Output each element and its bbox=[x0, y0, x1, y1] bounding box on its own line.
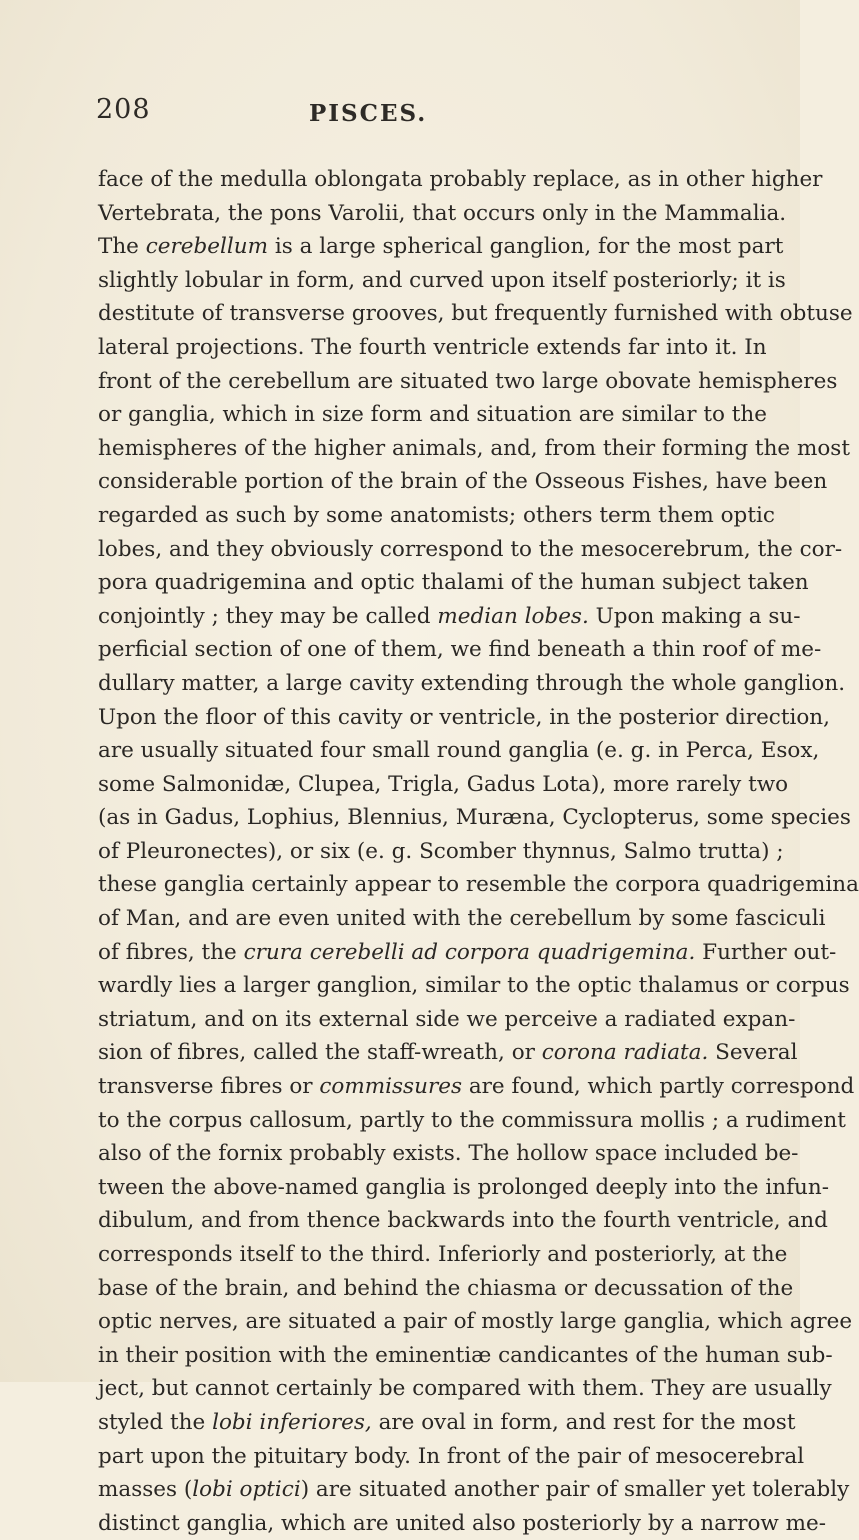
text-line bbox=[98, 1507, 827, 1540]
italic-term: commissures bbox=[319, 1074, 462, 1100]
text-run: are found, which partly correspond bbox=[461, 1074, 855, 1100]
text-line bbox=[98, 1372, 832, 1406]
text-run: distinct ganglia, which are united also posteriorly by a narrow me- bbox=[98, 1510, 827, 1536]
text-line bbox=[98, 1036, 798, 1070]
text-run: styled the bbox=[98, 1409, 213, 1435]
text-line bbox=[98, 432, 850, 466]
text-line bbox=[98, 701, 830, 735]
text-line bbox=[98, 1238, 788, 1272]
text-line bbox=[98, 533, 843, 567]
text-line bbox=[98, 936, 837, 970]
text-run: or ganglia, which in size form and situation are similar to the bbox=[98, 402, 767, 428]
text-line bbox=[98, 667, 846, 701]
text-run: Upon the floor of this cavity or ventricle, in the posterior direction, bbox=[98, 704, 830, 730]
text-line bbox=[98, 768, 789, 802]
text-run: tween the above-named ganglia is prolonged deeply into the infun- bbox=[98, 1174, 829, 1200]
italic-term: median lobes. bbox=[437, 603, 589, 629]
text-line bbox=[98, 1104, 846, 1138]
text-run: conjointly ; they may be called bbox=[98, 603, 438, 629]
text-line bbox=[98, 197, 787, 231]
page-number: 208 bbox=[96, 94, 151, 125]
italic-term: corona radiata. bbox=[541, 1040, 709, 1066]
text-line bbox=[98, 734, 820, 768]
text-run: of Pleuronectes), or six (e. g. Scomber thynnus, Salmo trutta) ; bbox=[98, 838, 784, 864]
text-run: also of the fornix probably exists. The hollow space included be- bbox=[98, 1141, 799, 1167]
text-line bbox=[98, 1204, 828, 1238]
text-run: wardly lies a larger ganglion, similar to the optic thalamus or corpus bbox=[98, 973, 850, 999]
text-run: to the corpus callosum, partly to the commissura mollis ; a rudiment bbox=[98, 1107, 846, 1133]
text-run: perficial section of one of them, we find beneath a thin roof of me- bbox=[98, 637, 822, 663]
text-line bbox=[98, 465, 828, 499]
italic-term: lobi inferiores, bbox=[212, 1409, 372, 1435]
text-line bbox=[98, 499, 775, 533]
text-run: of fibres, the bbox=[98, 939, 244, 965]
running-head: PISCES. bbox=[309, 100, 428, 127]
text-line bbox=[98, 600, 801, 634]
text-run: transverse fibres or bbox=[98, 1074, 320, 1100]
text-line bbox=[98, 365, 838, 399]
text-run: destitute of transverse grooves, but frequently furnished with obtuse bbox=[98, 301, 853, 327]
text-run: The bbox=[98, 234, 146, 260]
text-run: (as in Gadus, Lophius, Blennius, Muræna, Cyclopterus, some species bbox=[98, 805, 851, 831]
text-line bbox=[98, 1272, 794, 1306]
text-run: regarded as such by some anatomists; others term them optic bbox=[98, 502, 775, 528]
text-line bbox=[98, 1305, 853, 1339]
italic-term: lobi optici bbox=[192, 1477, 301, 1503]
text-run: front of the cerebellum are situated two large obovate hemispheres bbox=[98, 368, 838, 394]
text-run: some Salmonidæ, Clupea, Trigla, Gadus Lota), more rarely two bbox=[98, 771, 789, 797]
text-run: face of the medulla oblongata probably replace, as in other higher bbox=[98, 167, 823, 192]
text-line bbox=[98, 1171, 829, 1205]
text-run: pora quadrigemina and optic thalami of the human subject taken bbox=[98, 570, 809, 596]
italic-term: crura cerebelli ad corpora quadrigemina. bbox=[243, 939, 696, 965]
text-run: part upon the pituitary body. In front of the pair of mesocerebral bbox=[98, 1443, 805, 1469]
text-line bbox=[98, 835, 784, 869]
text-run: these ganglia certainly appear to resemble the corpora quadrigemina bbox=[98, 872, 859, 898]
text-run: masses ( bbox=[98, 1477, 193, 1503]
text-line bbox=[98, 801, 851, 835]
text-line bbox=[98, 1070, 855, 1104]
text-run: dibulum, and from thence backwards into the fourth ventricle, and bbox=[98, 1208, 828, 1234]
body-text bbox=[98, 163, 859, 1540]
text-line bbox=[98, 868, 859, 902]
text-run: hemispheres of the higher animals, and, from their forming the most bbox=[98, 435, 850, 461]
text-run: is a large spherical ganglion, for the most part bbox=[268, 234, 784, 260]
text-run: lateral projections. The fourth ventricle extends far into it. In bbox=[98, 334, 767, 360]
text-line bbox=[98, 633, 822, 667]
text-run: lobes, and they obviously correspond to the mesocerebrum, the cor- bbox=[98, 536, 843, 562]
text-line bbox=[98, 1137, 799, 1171]
text-run: sion of fibres, called the staff-wreath, or bbox=[98, 1040, 542, 1066]
text-run: striatum, and on its external side we perceive a radiated expan- bbox=[98, 1006, 796, 1032]
text-line bbox=[98, 297, 853, 331]
text-run: in their position with the eminentiæ candicantes of the human sub- bbox=[98, 1342, 833, 1368]
text-run: of Man, and are even united with the cerebellum by some fasciculi bbox=[98, 906, 826, 932]
text-run: ) are situated another pair of smaller yet tolerably bbox=[300, 1477, 850, 1503]
text-line bbox=[98, 969, 850, 1003]
text-line bbox=[98, 1473, 850, 1507]
text-run: Further out- bbox=[695, 939, 837, 965]
text-line bbox=[98, 163, 823, 197]
text-line bbox=[98, 398, 767, 432]
text-line bbox=[98, 1440, 805, 1474]
text-run: considerable portion of the brain of the Osseous Fishes, have been bbox=[98, 469, 828, 495]
text-run: are oval in form, and rest for the most bbox=[371, 1409, 796, 1435]
text-line bbox=[98, 230, 784, 264]
text-line bbox=[98, 566, 809, 600]
text-line bbox=[98, 1406, 796, 1440]
text-run: corresponds itself to the third. Inferiorly and posteriorly, at the bbox=[98, 1242, 788, 1267]
page-header bbox=[96, 94, 736, 134]
text-run: Several bbox=[708, 1040, 798, 1066]
text-line bbox=[98, 1003, 796, 1037]
text-run: optic nerves, are situated a pair of mostly large ganglia, which agree bbox=[98, 1309, 853, 1335]
text-run: Upon making a su- bbox=[588, 603, 801, 629]
text-line bbox=[98, 902, 826, 936]
text-run: are usually situated four small round ganglia (e. g. in Perca, Esox, bbox=[98, 738, 820, 764]
text-run: base of the brain, and behind the chiasma or decussation of the bbox=[98, 1275, 794, 1301]
text-line bbox=[98, 264, 786, 298]
text-line bbox=[98, 331, 767, 365]
italic-term: cerebellum bbox=[145, 234, 268, 260]
text-run: slightly lobular in form, and curved upon itself posteriorly; it is bbox=[98, 267, 786, 293]
text-run: ject, but cannot certainly be compared with them. They are usually bbox=[98, 1376, 832, 1402]
text-run: Vertebrata, the pons Varolii, that occurs only in the Mammalia. bbox=[98, 200, 787, 226]
text-run: dullary matter, a large cavity extending through the whole ganglion. bbox=[98, 670, 846, 696]
text-line bbox=[98, 1339, 833, 1373]
